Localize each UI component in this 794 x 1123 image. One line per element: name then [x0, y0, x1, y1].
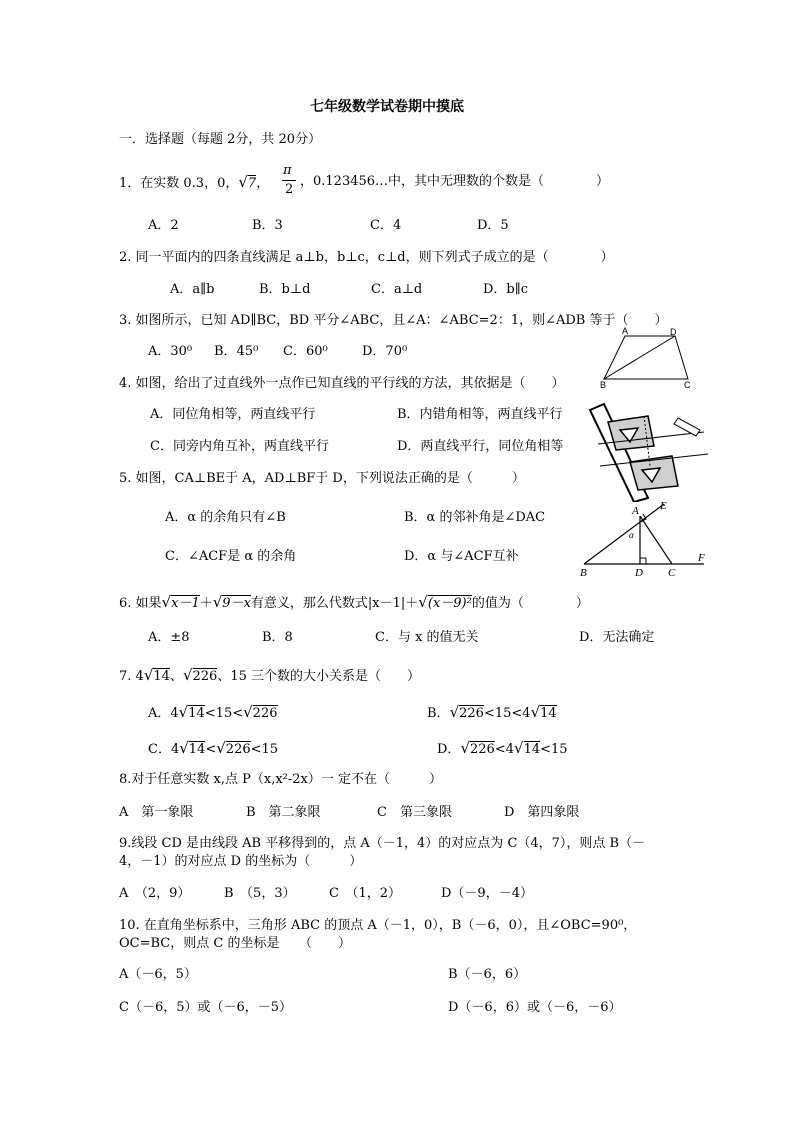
q7d-radicand-1: 226	[470, 742, 495, 757]
question-1	[119, 174, 269, 192]
q7c-middle: <	[205, 742, 217, 757]
sqrt-sign: √	[449, 703, 460, 721]
q7d-radicand-2: 14	[523, 742, 541, 757]
q6-option-b: B．8	[262, 630, 293, 645]
q7-text-b: 、15 三个数的大小关系是（ ）	[217, 669, 421, 684]
q10-option-d: D（－6，6）或（－6，－6）	[448, 1000, 622, 1015]
q4-option-d: D．两直线平行，同位角相等	[397, 439, 564, 454]
q8-option-c: C 第三象限	[377, 805, 452, 820]
q9-option-c: C （1，2）	[329, 886, 401, 901]
q1-text-a: 1．在实数 0.3，0，	[119, 176, 239, 191]
q7c-radicand-1: 14	[188, 742, 206, 757]
sqrt-sign: √	[182, 666, 193, 684]
question-10-line-1: 10. 在直角坐标系中，三角形 ABC 的顶点 A（－1，0），B（－6，0），且∠OBC=90⁰，	[119, 918, 637, 933]
q5-option-a: A．α 的余角只有∠B	[165, 510, 286, 525]
sqrt-sign: √	[161, 593, 172, 611]
q2-option-b: B．b⊥d	[259, 282, 311, 297]
q6-option-d: D．无法确定	[579, 630, 655, 645]
q1-frac-den: 2	[285, 182, 294, 197]
fig3-label-b: B	[600, 380, 607, 390]
q6-option-c: C．与 x 的值无关	[375, 630, 479, 645]
q6-radicand-1: x－1	[171, 596, 200, 611]
q6-option-a: A．±8	[148, 630, 190, 645]
q5-option-c: C．∠ACF是 α 的余角	[165, 549, 297, 564]
sqrt-sign: √	[418, 593, 428, 611]
q7c-prefix: C．4	[148, 742, 180, 757]
q5-option-d: D．α 与∠ACF互补	[404, 549, 519, 564]
q4-option-a: A．同位角相等，两直线平行	[150, 407, 316, 422]
q1-radicand: 7	[247, 176, 257, 191]
sqrt-sign: √	[179, 739, 189, 757]
q3-option-c: C．60⁰	[283, 344, 328, 359]
fig3-label-a: A	[622, 326, 629, 336]
q7a-middle: <15<	[204, 706, 244, 721]
q1-option-d: D．5	[477, 218, 509, 233]
q6-radicand-2: 9－x	[222, 596, 251, 611]
q1-frac-num: π	[283, 163, 292, 178]
set-square-figure	[586, 402, 710, 502]
q8-option-d: D 第四象限	[504, 805, 580, 820]
sqrt-sign: √	[178, 703, 189, 721]
page-title: 七年级数学试卷期中摸底	[310, 99, 464, 115]
q6-text-c: 的值为（ ）	[471, 596, 589, 611]
q1-option-c: C．4	[370, 218, 402, 233]
q7d-suffix: <15	[540, 742, 568, 757]
q6-radicand-3: (x－9)²	[427, 596, 472, 611]
q7b-prefix: B．	[427, 706, 450, 721]
q9-option-a: A （2，9）	[119, 886, 191, 901]
q7d-prefix: D．	[437, 742, 461, 757]
q7-sep: 、	[169, 669, 183, 684]
fig3-label-d: D	[670, 327, 677, 337]
trapezoid-figure	[598, 326, 698, 390]
q7a-prefix: A．4	[148, 706, 179, 721]
q7b-radicand-2: 14	[540, 706, 557, 721]
question-4: 4. 如图，给出了过直线外一点作已知直线的平行线的方法，其依据是（ ）	[119, 376, 565, 391]
fig3-label-c: C	[684, 380, 691, 390]
sqrt-sign: √	[514, 739, 524, 757]
fig5-label-f: F	[698, 552, 705, 564]
fig5-label-alpha: α	[629, 530, 634, 540]
section-heading: 一．选择题（每题 2分，共 20分）	[119, 132, 322, 147]
q7-text-a: 7. 4	[119, 669, 144, 684]
q7-option-b	[427, 704, 557, 722]
q7b-middle: <15<4	[483, 706, 531, 721]
sqrt-sign: √	[243, 703, 253, 721]
q7c-suffix: <15	[250, 742, 279, 757]
sqrt-sign: √	[216, 739, 226, 757]
q9-option-b: B （5，3）	[224, 886, 296, 901]
q4-option-b: B．内错角相等，两直线平行	[397, 407, 563, 422]
triangle-figure	[576, 500, 710, 580]
q1-text-b: ，0.123456…中，其中无理数的个数是（ ）	[300, 174, 610, 189]
fig5-label-c: C	[668, 567, 676, 579]
fig5-label-d: D	[635, 567, 643, 579]
question-9-line-1: 9.线段 CD 是由线段 AB 平移得到的，点 A（－1，4）的对应点为 C（4，7），则点 B（－	[119, 836, 646, 851]
q8-option-a: A 第一象限	[119, 805, 194, 820]
q10-option-b: B（－6，6）	[448, 967, 527, 982]
q7d-middle: <4	[494, 742, 514, 757]
q8-option-b: B 第二象限	[246, 805, 321, 820]
q7a-radicand-2: 226	[252, 706, 278, 721]
q3-option-d: D．70⁰	[362, 344, 408, 359]
fig5-label-e: E	[660, 500, 667, 512]
question-5: 5. 如图，CA⊥BE于 A，AD⊥BF于 D，下列说法正确的是（ ）	[119, 471, 525, 486]
q2-option-a: A．a∥b	[170, 282, 215, 297]
q7-radicand-1: 14	[153, 669, 170, 684]
q7c-radicand-2: 226	[225, 742, 251, 757]
q1-option-b: B．3	[252, 218, 283, 233]
question-9-line-2: 4，－1）的对应点 D 的坐标为（ ）	[119, 854, 363, 869]
q7-radicand-2: 226	[192, 669, 218, 684]
question-2: 2. 同一平面内的四条直线满足 a⊥b，b⊥c，c⊥d，则下列式子成立的是（ ）	[119, 250, 614, 265]
q1-option-a: A．2	[148, 218, 179, 233]
sqrt-sign: √	[530, 703, 541, 721]
question-3: 3. 如图所示，已知 AD∥BC，BD 平分∠ABC，且∠A：∠ABC=2：1，则∠ADB 等于（ ）	[119, 313, 668, 328]
q3-option-a: A．30⁰	[148, 344, 193, 359]
q5-option-b: B．α 的邻补角是∠DAC	[404, 510, 546, 525]
fig5-label-a: A	[632, 505, 639, 517]
q6-plus: ＋	[199, 596, 213, 611]
q9-option-d: D（－9，－4）	[441, 886, 533, 901]
question-7	[119, 667, 420, 685]
q10-option-c: C（－6，5）或（－6，－5）	[119, 1000, 293, 1015]
sqrt-sign: √	[143, 666, 154, 684]
fig5-label-b: B	[580, 567, 587, 579]
q3-option-b: B．45⁰	[214, 344, 259, 359]
sqrt-sign: √	[238, 173, 248, 191]
q6-text-b: 有意义，那么代数式|x－1|＋	[250, 596, 419, 611]
q7-option-a	[148, 704, 278, 722]
q7-option-c	[148, 740, 278, 758]
q7b-radicand-1: 226	[459, 706, 484, 721]
question-6	[119, 594, 589, 612]
q7a-radicand-1: 14	[188, 706, 205, 721]
sqrt-sign: √	[460, 739, 470, 757]
q1-frac-bar	[282, 180, 296, 181]
q6-text-a: 6. 如果	[119, 596, 162, 611]
q7-option-d	[437, 740, 568, 758]
q2-option-d: D．b∥c	[483, 282, 529, 297]
q4-option-c: C．同旁内角互补，两直线平行	[150, 439, 329, 454]
q2-option-c: C．a⊥d	[371, 282, 423, 297]
q1-sep: ，	[256, 176, 270, 191]
sqrt-sign: √	[212, 593, 223, 611]
q10-option-a: A（－6，5）	[119, 967, 197, 982]
question-10-line-2: OC=BC，则点 C 的坐标是 （ ）	[119, 936, 351, 951]
question-8: 8.对于任意实数 x,点 P（x,x²-2x）一 定不在（ ）	[119, 772, 443, 787]
